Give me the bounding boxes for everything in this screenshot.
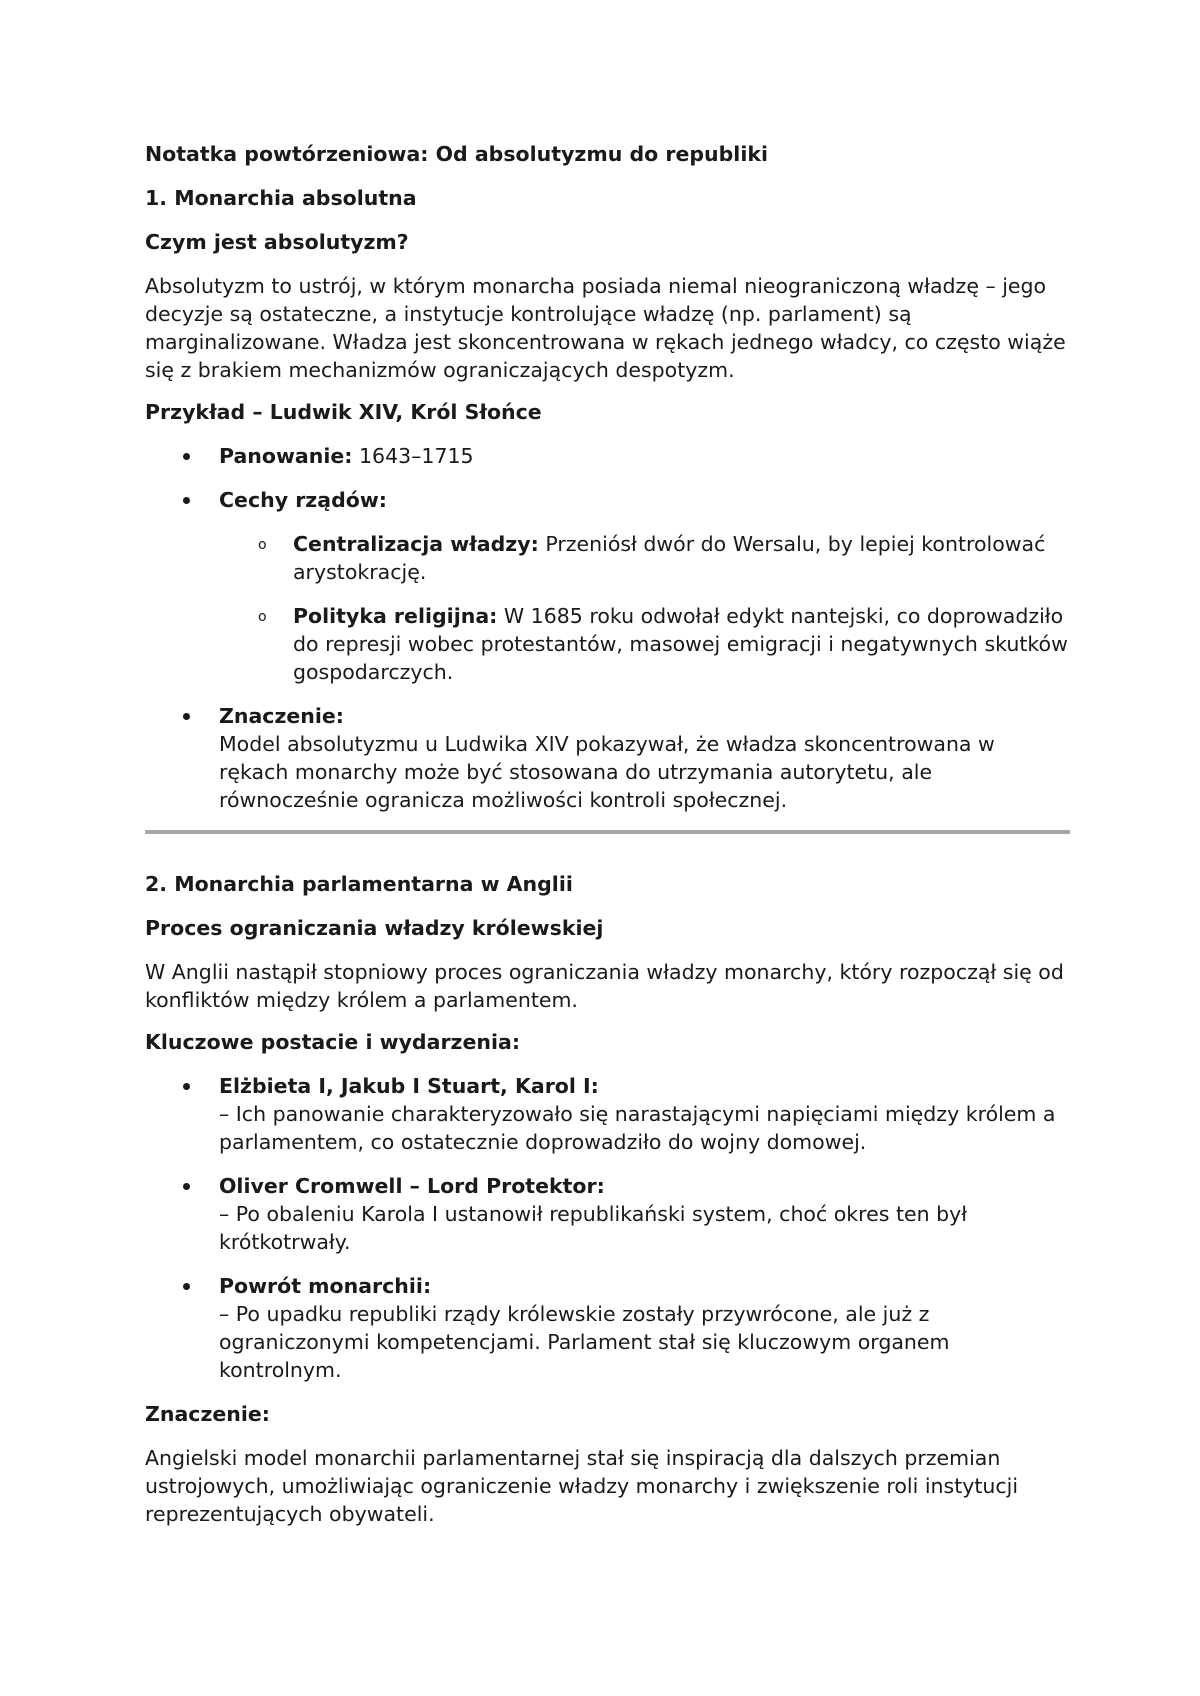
louis-xiv-list [145, 442, 1070, 814]
trait-centralization-text: Przeniósł dwór do Wersalu, by lepiej kontrolować arystokrację. [293, 532, 1046, 584]
significance-text: Model absolutyzmu u Ludwika XIV pokazywał, że władza skoncentrowana w rękach monarchy może być stosowana do utrzymania autorytetu, ale równocześnie ogranicza możliwości kontroli społecznej. [219, 732, 995, 812]
key-figure-item [145, 1072, 1070, 1156]
document-body [145, 140, 1070, 1542]
key-figure-label: Powrót monarchii: [219, 1274, 432, 1298]
england-significance-heading: Znaczenie: [145, 1402, 271, 1426]
document-title: Notatka powtórzeniowa: Od absolutyzmu do republiki [145, 142, 769, 166]
trait-religion [219, 602, 1070, 686]
england-significance-text: Angielski model monarchii parlamentarnej stał się inspiracją dla dalszych przemian ustrojowych, umożliwiając ograniczenie władzy monarchy i zwiększenie roli instytucji reprezentujących obywateli. [145, 1446, 1019, 1526]
key-figure-text: – Po obaleniu Karola I ustanowił republikański system, choć okres ten był krótkotrwały. [219, 1202, 968, 1254]
key-figures-list [145, 1072, 1070, 1384]
limitation-process-heading: Proces ograniczania władzy królewskiej [145, 916, 604, 940]
traits-sublist [219, 530, 1070, 686]
key-figure-item [145, 1172, 1070, 1256]
trait-religion-label: Polityka religijna: [293, 604, 498, 628]
traits-item [145, 486, 1070, 686]
absolutism-definition: Absolutyzm to ustrój, w którym monarcha posiada niemal nieograniczoną władzę – jego decyzje są ostateczne, a instytucje kontrolujące władzę (np. parlament) są marginalizowane. Władza jest skoncentrowana w rękach jednego władcy, co często wiąże się z brakiem mechanizmów ograniczających despotyzm. [145, 274, 1066, 382]
trait-centralization-label: Centralizacja władzy: [293, 532, 539, 556]
significance-label: Znaczenie: [219, 704, 345, 728]
reign-item [145, 442, 1070, 470]
significance-item [145, 702, 1070, 814]
key-figure-text: – Po upadku republiki rządy królewskie zostały przywrócone, ale już z ograniczonymi kompetencjami. Parlament stał się kluczowym organem kontrolnym. [219, 1302, 950, 1382]
reign-label: Panowanie: [219, 444, 353, 468]
key-figure-item [145, 1272, 1070, 1384]
example-heading: Przykład – Ludwik XIV, Król Słońce [145, 400, 542, 424]
trait-centralization [219, 530, 1070, 586]
key-figures-heading: Kluczowe postacie i wydarzenia: [145, 1030, 521, 1054]
trait-religion-text: W 1685 roku odwołał edykt nantejski, co doprowadziło do represji wobec protestantów, masowej emigracji i negatywnych skutków gospodarczych. [293, 604, 1068, 684]
key-figure-label: Oliver Cromwell – Lord Protektor: [219, 1174, 605, 1198]
section-2-heading: 2. Monarchia parlamentarna w Anglii [145, 872, 573, 896]
traits-label: Cechy rządów: [219, 488, 387, 512]
england-intro: W Anglii nastąpił stopniowy proces ograniczania władzy monarchy, który rozpoczął się od konfliktów między królem a parlamentem. [145, 960, 1064, 1012]
horizontal-divider [145, 830, 1070, 834]
absolutism-question-heading: Czym jest absolutyzm? [145, 230, 409, 254]
key-figure-label: Elżbieta I, Jakub I Stuart, Karol I: [219, 1074, 599, 1098]
key-figure-text: – Ich panowanie charakteryzowało się narastającymi napięciami między królem a parlamentem, co ostatecznie doprowadziło do wojny domowej. [219, 1102, 1056, 1154]
reign-value: 1643–1715 [352, 444, 474, 468]
section-1-heading: 1. Monarchia absolutna [145, 186, 417, 210]
